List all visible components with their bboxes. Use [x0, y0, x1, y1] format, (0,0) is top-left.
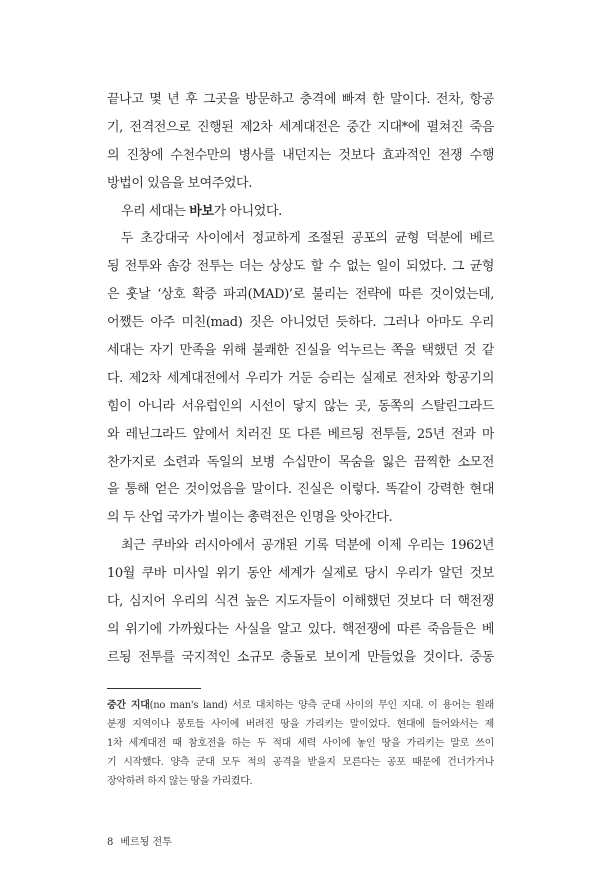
bold-word: 바보: [189, 203, 214, 219]
footnote-line: 1차 세계대전 때 참호전을 하는 두 적대 세력 사이에 놓인 땅을 가리키는 말로 쓰이: [107, 737, 494, 749]
footnote-term: 중간 지대: [107, 699, 150, 711]
body-line: 두 초강대국 사이에서 정교하게 조절된 공포의 균형 덕분에 베르: [121, 231, 494, 247]
body-text-run: 가 아니었다.: [213, 203, 282, 219]
body-line: 됭 전투와 솜강 전투는 더는 상상도 할 수 없는 일이 되었다. 그 균형: [107, 259, 494, 275]
body-line: 10월 쿠바 미사일 위기 동안 세계가 실제로 당시 우리가 알던 것보: [107, 566, 494, 582]
body-line: 르됭 전투를 국지적인 소규모 충돌로 보이게 만들었을 것이다. 중동: [107, 649, 494, 665]
body-line: 다, 심지어 우리의 식견 높은 지도자들이 이해했던 것보다 더 핵전쟁: [107, 594, 494, 610]
body-line: 의 두 산업 국가가 벌이는 총력전은 인명을 앗아간다.: [107, 510, 393, 526]
body-line: 어쨌든 아주 미친(mad) 짓은 아니었던 듯하다. 그러나 아마도 우리: [107, 315, 494, 331]
page-number: 8: [107, 837, 114, 848]
footnote-line: [107, 696, 494, 715]
body-line: 힘이 아니라 서유럽인의 시선이 닿지 않는 곳, 동쪽의 스탈린그라드: [107, 398, 494, 414]
footnote-divider: [107, 688, 201, 689]
footnote-line: 기 시작했다. 양측 군대 모두 적의 공격을 받을지 모른다는 공포 때문에 건너가거나: [107, 756, 494, 768]
body-line: 세대는 자기 만족을 위해 불쾌한 진실을 억누르는 쪽을 택했던 것 같: [107, 343, 494, 359]
body-line: 끝나고 몇 년 후 그곳을 방문하고 충격에 빠져 한 말이다. 전차, 항공: [107, 92, 494, 107]
body-text: [107, 86, 494, 672]
footnote: [107, 696, 494, 791]
body-line: 방법이 있음을 보여주었다.: [107, 175, 252, 191]
footnote-line: 장악하려 하지 않는 땅을 가리켰다.: [107, 775, 253, 787]
footnote-text-run: (no man's land) 서로 대치하는 양측 군대 사이의 무인 지대. 이 용어는 원래: [149, 699, 494, 711]
body-line: 와 레닌그라드 앞에서 치러진 또 다른 베르됭 전투들, 25년 전과 마: [107, 426, 494, 442]
body-line: 최근 쿠바와 러시아에서 공개된 기록 덕분에 이제 우리는 1962년: [121, 538, 494, 554]
body-line: 을 통해 얻은 것이었음을 말이다. 진실은 이렇다. 똑같이 강력한 현대: [107, 482, 494, 498]
page-footer: [107, 836, 172, 850]
body-line: 다. 제2차 세계대전에서 우리가 거둔 승리는 실제로 전차와 항공기의: [107, 370, 494, 386]
running-title: 베르됭 전투: [120, 837, 172, 848]
body-line: 찬가지로 소련과 독일의 보병 수십만이 목숨을 잃은 끔찍한 소모전: [107, 454, 494, 470]
body-text-run: 우리 세대는: [121, 203, 190, 219]
body-line: 기, 전격전으로 진행된 제2차 세계대전은 중간 지대*에 펼쳐진 죽음: [107, 119, 494, 135]
body-line: [107, 198, 494, 226]
footnote-line: 분쟁 지역이나 봉토들 사이에 버려진 땅을 가리키는 말이었다. 현대에 들어와서는 제: [107, 718, 494, 730]
body-line: 의 진창에 수천수만의 병사를 내던지는 것보다 효과적인 전쟁 수행: [107, 147, 494, 163]
body-line: 은 훗날 ‘상호 확증 파괴(MAD)’로 불리는 전략에 따른 것이었는데,: [107, 287, 494, 303]
body-line: 의 위기에 가까웠다는 사실을 알고 있다. 핵전쟁에 따른 죽음들은 베: [107, 621, 494, 637]
